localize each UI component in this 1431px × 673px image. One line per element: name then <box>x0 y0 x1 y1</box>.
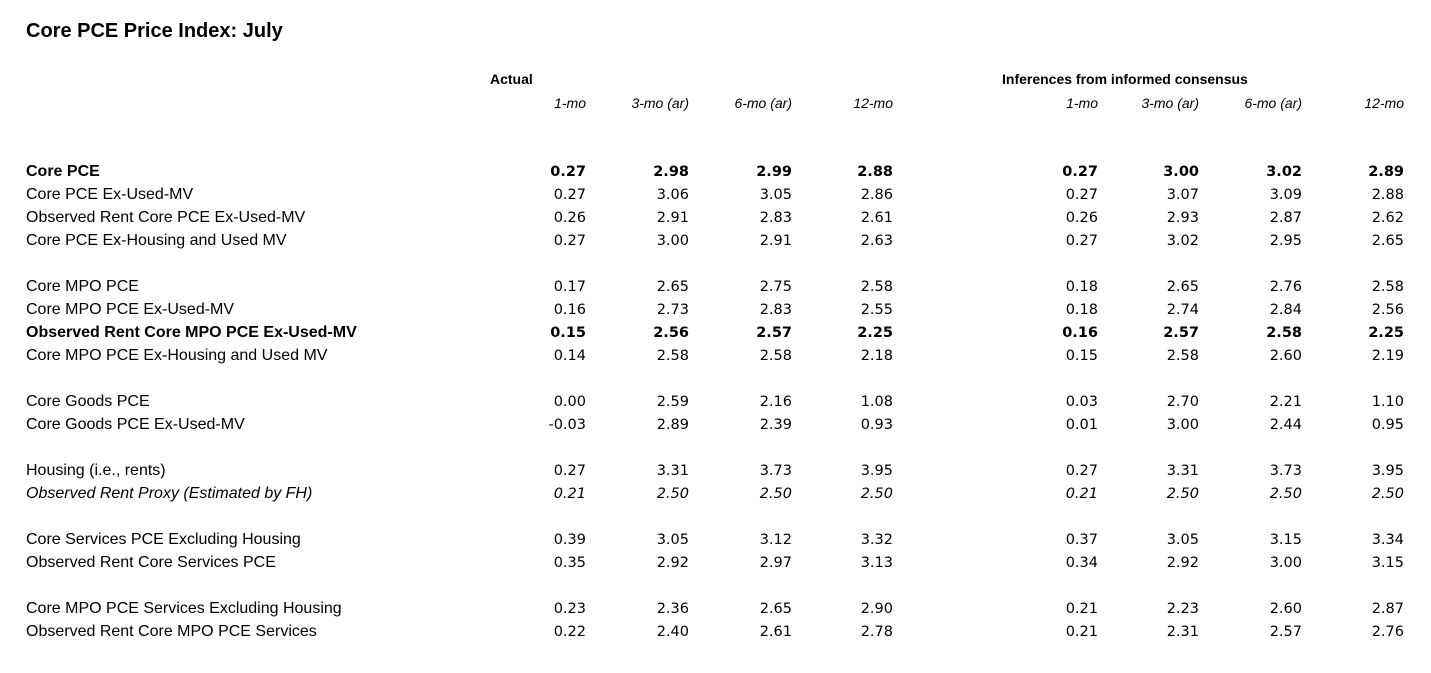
table-cell: 0.95 <box>1371 417 1404 433</box>
table-row <box>0 416 1431 438</box>
table-cell: 2.58 <box>1371 279 1404 295</box>
table-cell: 2.58 <box>1166 348 1199 364</box>
row-label: Core MPO PCE Ex-Used-MV <box>26 301 235 318</box>
table-cell: 2.84 <box>1269 302 1302 318</box>
table-cell: 0.27 <box>553 233 586 249</box>
table-cell: 2.70 <box>1166 394 1199 410</box>
table-cell: 2.50 <box>1166 486 1199 502</box>
table-cell: 0.27 <box>553 463 586 479</box>
table-cell: 0.34 <box>1065 555 1098 571</box>
table-cell: 0.18 <box>1065 279 1098 295</box>
table-cell: 0.22 <box>553 624 586 640</box>
table-cell: 0.01 <box>1065 417 1098 433</box>
table-cell: 1.10 <box>1371 394 1404 410</box>
table-cell: 0.21 <box>1065 601 1098 617</box>
table-cell: 2.75 <box>759 279 792 295</box>
table-cell: 2.91 <box>656 210 689 226</box>
table-cell: 2.76 <box>1269 279 1302 295</box>
table-cell: 2.40 <box>656 624 689 640</box>
table-row <box>0 485 1431 507</box>
column-header: 1-mo <box>554 95 586 111</box>
table-cell: 0.26 <box>1065 210 1098 226</box>
table-cell: 0.27 <box>1062 164 1098 180</box>
table-cell: 3.31 <box>1166 463 1199 479</box>
table-cell: 2.89 <box>656 417 689 433</box>
table-cell: 2.59 <box>656 394 689 410</box>
table-cell: 0.27 <box>1065 463 1098 479</box>
table-cell: 2.88 <box>857 164 893 180</box>
row-label: Housing (i.e., rents) <box>26 462 166 479</box>
column-header: 6-mo (ar) <box>734 95 792 111</box>
table-cell: 0.23 <box>553 601 586 617</box>
table-cell: 0.21 <box>1065 624 1098 640</box>
table-cell: 2.16 <box>759 394 792 410</box>
row-label: Core PCE Ex-Used-MV <box>26 186 194 203</box>
table-cell: 2.65 <box>759 601 792 617</box>
row-label: Core Goods PCE Ex-Used-MV <box>26 416 245 433</box>
table-cell: 3.31 <box>656 463 689 479</box>
table-cell: 2.62 <box>1371 210 1404 226</box>
table-cell: 2.88 <box>1371 187 1404 203</box>
column-header: 3-mo (ar) <box>1141 95 1199 111</box>
table-cell: 2.25 <box>1368 325 1404 341</box>
table-cell: 3.00 <box>656 233 689 249</box>
group-label-actual: Actual <box>490 71 533 87</box>
table-cell: 0.00 <box>553 394 586 410</box>
table-cell: 2.73 <box>656 302 689 318</box>
table-cell: 2.91 <box>759 233 792 249</box>
table-cell: 2.60 <box>1269 601 1302 617</box>
table-cell: 2.89 <box>1368 164 1404 180</box>
table-cell: 2.92 <box>656 555 689 571</box>
table-cell: 2.57 <box>1163 325 1199 341</box>
table-cell: 3.13 <box>860 555 893 571</box>
table-cell: 0.27 <box>1065 187 1098 203</box>
table-cell: 2.86 <box>860 187 893 203</box>
table-cell: 2.60 <box>1269 348 1302 364</box>
table-cell: 2.19 <box>1371 348 1404 364</box>
table-row <box>0 209 1431 231</box>
table-cell: 2.50 <box>1371 486 1404 502</box>
table-cell: 3.32 <box>860 532 893 548</box>
table-cell: 0.27 <box>1065 233 1098 249</box>
column-header: 6-mo (ar) <box>1244 95 1302 111</box>
table-cell: 2.83 <box>759 210 792 226</box>
table-cell: -0.03 <box>548 417 586 433</box>
table-cell: 0.03 <box>1065 394 1098 410</box>
table-cell: 3.00 <box>1166 417 1199 433</box>
table-cell: 0.26 <box>553 210 586 226</box>
table-cell: 2.90 <box>860 601 893 617</box>
table-cell: 2.92 <box>1166 555 1199 571</box>
table-cell: 2.87 <box>1371 601 1404 617</box>
row-label: Core Services PCE Excluding Housing <box>26 531 301 548</box>
table-cell: 2.61 <box>759 624 792 640</box>
table-cell: 2.83 <box>759 302 792 318</box>
table-cell: 0.16 <box>1062 325 1098 341</box>
table-cell: 0.21 <box>553 486 586 502</box>
table-cell: 2.18 <box>860 348 893 364</box>
table-cell: 2.87 <box>1269 210 1302 226</box>
table-cell: 2.58 <box>860 279 893 295</box>
table-cell: 0.15 <box>1065 348 1098 364</box>
table-cell: 2.21 <box>1269 394 1302 410</box>
table-row <box>0 324 1431 346</box>
table-cell: 2.61 <box>860 210 893 226</box>
table-cell: 2.50 <box>860 486 893 502</box>
table-cell: 2.23 <box>1166 601 1199 617</box>
table-cell: 0.17 <box>553 279 586 295</box>
table-cell: 3.95 <box>860 463 893 479</box>
table-cell: 2.58 <box>759 348 792 364</box>
table-row <box>0 393 1431 415</box>
table-cell: 2.65 <box>1371 233 1404 249</box>
table-cell: 3.15 <box>1269 532 1302 548</box>
table-cell: 2.57 <box>1269 624 1302 640</box>
table-cell: 3.12 <box>759 532 792 548</box>
table-cell: 3.05 <box>759 187 792 203</box>
table-cell: 2.44 <box>1269 417 1302 433</box>
table-cell: 3.00 <box>1269 555 1302 571</box>
table-cell: 2.98 <box>653 164 689 180</box>
table-row <box>0 232 1431 254</box>
table-cell: 0.35 <box>553 555 586 571</box>
column-header: 12-mo <box>1364 95 1404 111</box>
table-cell: 0.21 <box>1065 486 1098 502</box>
table-cell: 3.73 <box>759 463 792 479</box>
group-label-consensus: Inferences from informed consensus <box>1002 71 1248 87</box>
table-cell: 3.09 <box>1269 187 1302 203</box>
row-label: Core PCE <box>26 163 100 180</box>
page-title: Core PCE Price Index: July <box>26 20 283 42</box>
row-label: Observed Rent Proxy (Estimated by FH) <box>26 485 313 502</box>
column-header: 3-mo (ar) <box>631 95 689 111</box>
table-cell: 2.65 <box>656 279 689 295</box>
row-label: Observed Rent Core PCE Ex-Used-MV <box>26 209 306 226</box>
row-label: Observed Rent Core Services PCE <box>26 554 276 571</box>
table-cell: 2.65 <box>1166 279 1199 295</box>
table-row <box>0 163 1431 185</box>
table-cell: 2.50 <box>656 486 689 502</box>
table-cell: 2.56 <box>653 325 689 341</box>
table-cell: 2.78 <box>860 624 893 640</box>
table-cell: 0.37 <box>1065 532 1098 548</box>
row-label: Core MPO PCE <box>26 278 139 295</box>
table-cell: 2.99 <box>756 164 792 180</box>
table-cell: 2.55 <box>860 302 893 318</box>
table-cell: 2.57 <box>756 325 792 341</box>
table-row <box>0 186 1431 208</box>
table-cell: 3.15 <box>1371 555 1404 571</box>
table-cell: 0.14 <box>553 348 586 364</box>
table-cell: 2.93 <box>1166 210 1199 226</box>
row-label: Core PCE Ex-Housing and Used MV <box>26 232 287 249</box>
table-row <box>0 462 1431 484</box>
table-row <box>0 347 1431 369</box>
table-cell: 2.58 <box>1266 325 1302 341</box>
row-label: Core MPO PCE Ex-Housing and Used MV <box>26 347 328 364</box>
table-cell: 2.58 <box>656 348 689 364</box>
table-cell: 2.50 <box>759 486 792 502</box>
table-cell: 3.07 <box>1166 187 1199 203</box>
table-cell: 3.05 <box>656 532 689 548</box>
table-cell: 0.27 <box>550 164 586 180</box>
table-cell: 3.73 <box>1269 463 1302 479</box>
row-label: Core MPO PCE Services Excluding Housing <box>26 600 342 617</box>
table-cell: 2.74 <box>1166 302 1199 318</box>
table-cell: 2.50 <box>1269 486 1302 502</box>
column-header: 12-mo <box>853 95 893 111</box>
table-cell: 3.06 <box>656 187 689 203</box>
table-cell: 2.36 <box>656 601 689 617</box>
table-cell: 3.05 <box>1166 532 1199 548</box>
table-cell: 2.95 <box>1269 233 1302 249</box>
table-row <box>0 278 1431 300</box>
row-label: Core Goods PCE <box>26 393 150 410</box>
table-row <box>0 623 1431 645</box>
table-cell: 1.08 <box>860 394 893 410</box>
table-cell: 2.31 <box>1166 624 1199 640</box>
table-cell: 0.18 <box>1065 302 1098 318</box>
table-cell: 2.63 <box>860 233 893 249</box>
table-cell: 0.16 <box>553 302 586 318</box>
table-cell: 0.15 <box>550 325 586 341</box>
table-row <box>0 600 1431 622</box>
table-cell: 2.76 <box>1371 624 1404 640</box>
table-cell: 0.27 <box>553 187 586 203</box>
table-cell: 2.56 <box>1371 302 1404 318</box>
table-cell: 2.97 <box>759 555 792 571</box>
table-cell: 3.34 <box>1371 532 1404 548</box>
row-label: Observed Rent Core MPO PCE Ex-Used-MV <box>26 324 357 341</box>
table-cell: 2.25 <box>857 325 893 341</box>
table-row <box>0 531 1431 553</box>
table-cell: 3.95 <box>1371 463 1404 479</box>
table-cell: 0.39 <box>553 532 586 548</box>
table-cell: 3.00 <box>1163 164 1199 180</box>
table-cell: 3.02 <box>1266 164 1302 180</box>
row-label: Observed Rent Core MPO PCE Services <box>26 623 317 640</box>
table-row <box>0 554 1431 576</box>
table-row <box>0 301 1431 323</box>
table-cell: 0.93 <box>860 417 893 433</box>
column-header: 1-mo <box>1066 95 1098 111</box>
table-cell: 2.39 <box>759 417 792 433</box>
table-cell: 3.02 <box>1166 233 1199 249</box>
